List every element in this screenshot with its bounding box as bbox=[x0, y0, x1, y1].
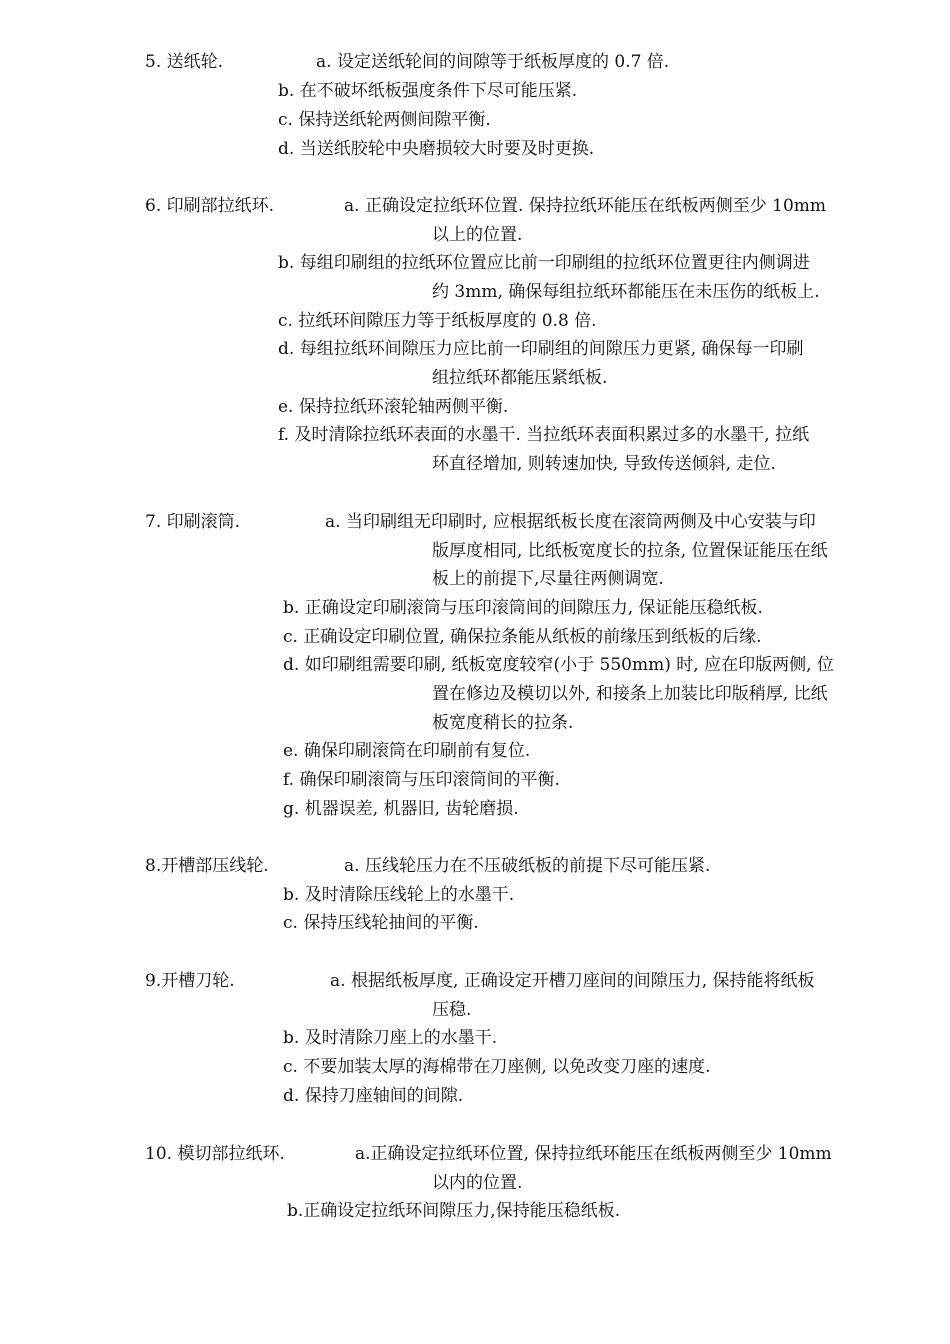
list-item: c. 不要加装太厚的海棉带在刀座侧, 以免改变刀座的速度. bbox=[283, 1057, 711, 1077]
list-item: a. 正确设定拉纸环位置. 保持拉纸环能压在纸板两侧至少 10mm bbox=[344, 196, 827, 216]
list-item-continuation: 板宽度稍长的拉条. bbox=[432, 713, 574, 733]
section-heading: 6. 印刷部拉纸环. bbox=[145, 196, 275, 216]
list-item: a.正确设定拉纸环位置, 保持拉纸环能压在纸板两侧至少 10mm bbox=[355, 1144, 832, 1164]
list-item: c. 正确设定印刷位置, 确保拉条能从纸板的前缘压到纸板的后缘. bbox=[283, 627, 762, 647]
section-heading: 9.开槽刀轮. bbox=[145, 971, 235, 991]
list-item: b.正确设定拉纸环间隙压力,保持能压稳纸板. bbox=[287, 1201, 621, 1221]
list-item-continuation: 环直径增加, 则转速加快, 导致传送倾斜, 走位. bbox=[432, 454, 776, 474]
list-item: c. 拉纸环间隙压力等于纸板厚度的 0.8 倍. bbox=[278, 311, 597, 331]
list-item: c. 保持送纸轮两侧间隙平衡. bbox=[278, 110, 491, 130]
section-heading: 7. 印刷滚筒. bbox=[145, 512, 241, 532]
list-item: b. 每组印刷组的拉纸环位置应比前一印刷组的拉纸环位置更往内侧调进 bbox=[278, 253, 810, 273]
section-heading: 8.开槽部压线轮. bbox=[145, 856, 269, 876]
list-item: f. 确保印刷滚筒与压印滚筒间的平衡. bbox=[283, 770, 560, 790]
list-item: a. 当印刷组无印刷时, 应根据纸板长度在滚筒两侧及中心安装与印 bbox=[325, 512, 816, 532]
list-item: g. 机器误差, 机器旧, 齿轮磨损. bbox=[283, 799, 519, 819]
section-heading: 10. 模切部拉纸环. bbox=[145, 1144, 285, 1164]
list-item: b. 及时清除压线轮上的水墨干. bbox=[283, 885, 515, 905]
section-heading: 5. 送纸轮. bbox=[145, 52, 224, 72]
list-item: e. 保持拉纸环滚轮轴两侧平衡. bbox=[278, 397, 509, 417]
list-item: a. 压线轮压力在不压破纸板的前提下尽可能压紧. bbox=[344, 856, 711, 876]
list-item: e. 确保印刷滚筒在印刷前有复位. bbox=[283, 741, 531, 761]
list-item: a. 设定送纸轮间的间隙等于纸板厚度的 0.7 倍. bbox=[316, 52, 670, 72]
list-item: d. 保持刀座轴间的间隙. bbox=[283, 1086, 464, 1106]
list-item-continuation: 组拉纸环都能压紧纸板. bbox=[432, 368, 608, 388]
list-item-continuation: 约 3mm, 确保每组拉纸环都能压在未压伤的纸板上. bbox=[432, 282, 820, 302]
list-item: b. 及时清除刀座上的水墨干. bbox=[283, 1028, 498, 1048]
list-item: c. 保持压线轮抽间的平衡. bbox=[283, 913, 479, 933]
list-item: a. 根据纸板厚度, 正确设定开槽刀座间的间隙压力, 保持能将纸板 bbox=[330, 971, 815, 991]
list-item-continuation: 版厚度相同, 比纸板宽度长的拉条, 位置保证能压在纸 bbox=[432, 541, 828, 561]
list-item-continuation: 压稳. bbox=[432, 1000, 472, 1020]
list-item-continuation: 以上的位置. bbox=[432, 225, 523, 245]
list-item: b. 在不破坏纸板强度条件下尽可能压紧. bbox=[278, 81, 578, 101]
list-item-continuation: 板上的前提下,尽量往两侧调宽. bbox=[432, 569, 664, 589]
list-item: b. 正确设定印刷滚筒与压印滚筒间的间隙压力, 保证能压稳纸板. bbox=[283, 598, 763, 618]
list-item: f. 及时清除拉纸环表面的水墨干. 当拉纸环表面积累过多的水墨干, 拉纸 bbox=[278, 425, 810, 445]
list-item: d. 如印刷组需要印刷, 纸板宽度较窄(小于 550mm) 时, 应在印版两侧, 位 bbox=[283, 655, 834, 675]
list-item-continuation: 以内的位置. bbox=[432, 1173, 523, 1193]
list-item: d. 当送纸胶轮中央磨损较大时要及时更换. bbox=[278, 139, 595, 159]
list-item-continuation: 置在修边及模切以外, 和接条上加装比印版稍厚, 比纸 bbox=[432, 684, 828, 704]
list-item: d. 每组拉纸环间隙压力应比前一印刷组的间隙压力更紧, 确保每一印刷 bbox=[278, 339, 804, 359]
